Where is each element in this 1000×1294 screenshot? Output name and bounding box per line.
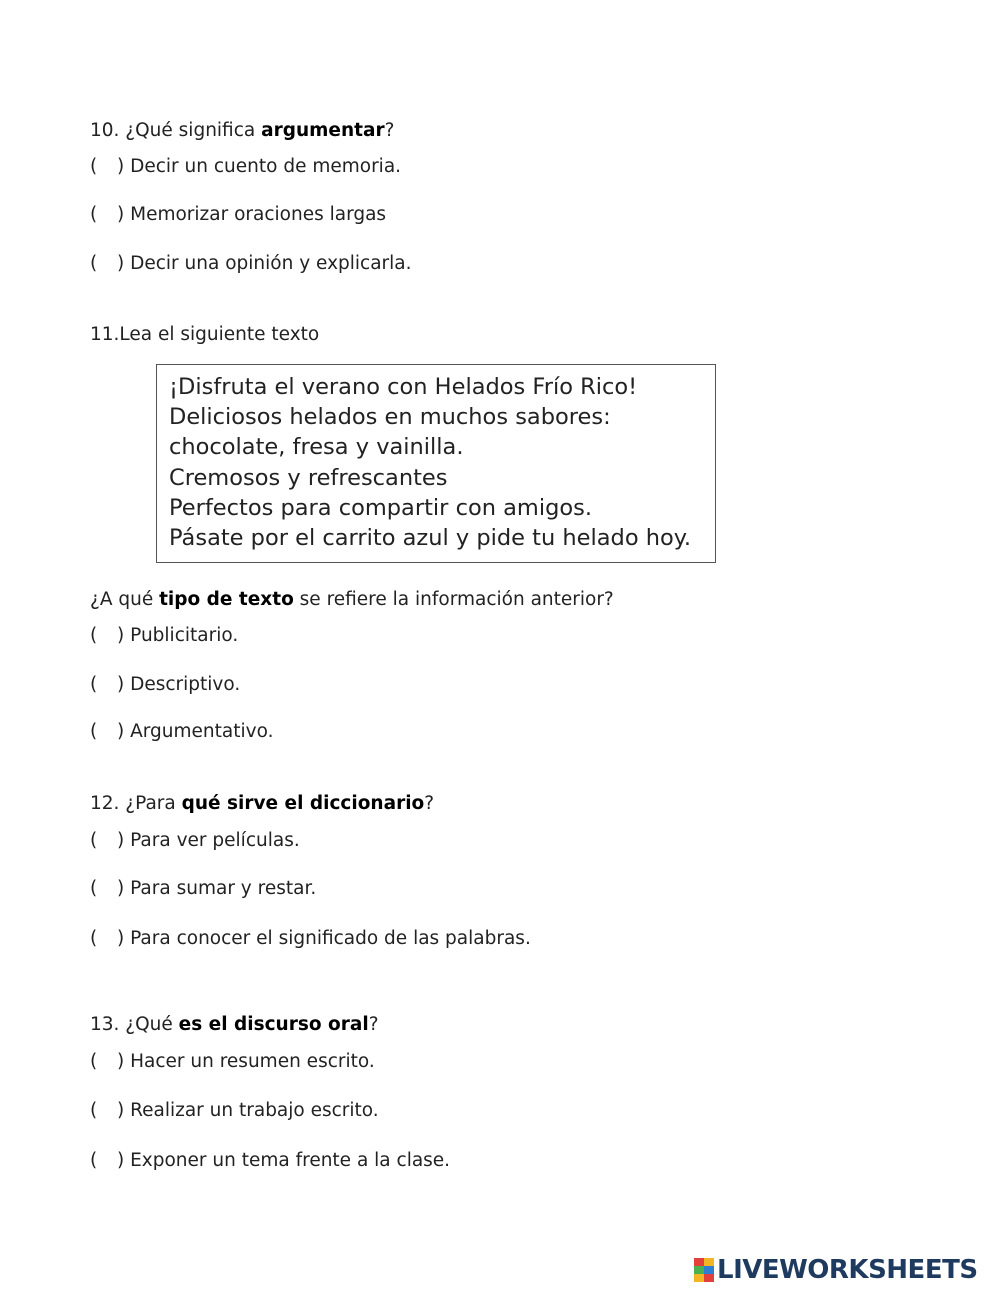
- question-12-end: ?: [424, 793, 435, 814]
- logo-block-yellow-2: [694, 1274, 704, 1282]
- option-label: Argumentativo.: [130, 721, 274, 742]
- liveworksheets-logo-text: LIVEWORKSHEETS: [717, 1255, 978, 1285]
- question-10-title: [90, 119, 394, 143]
- logo-block-green: [694, 1266, 704, 1274]
- answer-blank-close: ): [117, 253, 125, 274]
- answer-blank-open[interactable]: (: [90, 878, 98, 899]
- option-label: Publicitario.: [130, 625, 239, 646]
- question-10-end: ?: [384, 120, 395, 141]
- answer-blank-close: ): [117, 721, 125, 742]
- answer-blank-open[interactable]: (: [90, 1100, 98, 1121]
- answer-blank-open[interactable]: (: [90, 1150, 98, 1171]
- question-13-title: [90, 1013, 379, 1037]
- question-12-keyword: qué sirve el diccionario: [181, 793, 425, 814]
- question-11-end: se refiere la información anterior?: [293, 589, 614, 610]
- option-label: Memorizar oraciones largas: [130, 204, 387, 225]
- question-11-option-3[interactable]: [90, 720, 273, 744]
- question-11-option-2[interactable]: [90, 673, 240, 697]
- answer-blank-open[interactable]: (: [90, 830, 98, 851]
- question-10-option-3[interactable]: [90, 252, 412, 276]
- question-10-number: 10. ¿Qué significa: [90, 120, 262, 141]
- question-10-option-2[interactable]: [90, 203, 386, 227]
- question-11-prompt: 11.Lea el siguiente texto: [90, 324, 320, 345]
- ad-text-line: Cremosos y refrescantes: [169, 464, 448, 491]
- question-13-option-3[interactable]: [90, 1149, 450, 1173]
- answer-blank-close: ): [117, 928, 125, 949]
- option-label: Descriptivo.: [130, 674, 241, 695]
- question-13-keyword: es el discurso oral: [178, 1014, 369, 1035]
- option-label: Para conocer el significado de las palabras.: [130, 928, 531, 949]
- ad-text-line: chocolate, fresa y vainilla.: [169, 434, 464, 461]
- ad-text-box: [156, 364, 716, 563]
- question-11-keyword: tipo de texto: [159, 589, 294, 610]
- answer-blank-close: ): [117, 156, 125, 177]
- question-10-option-1[interactable]: [90, 155, 401, 179]
- answer-blank-open[interactable]: (: [90, 928, 98, 949]
- answer-blank-open[interactable]: (: [90, 156, 98, 177]
- question-11-title: [90, 588, 614, 612]
- answer-blank-close: ): [117, 878, 125, 899]
- answer-blank-close: ): [117, 1051, 125, 1072]
- answer-blank-close: ): [117, 1150, 125, 1171]
- option-label: Hacer un resumen escrito.: [130, 1051, 375, 1072]
- answer-blank-close: ): [117, 204, 125, 225]
- answer-blank-open[interactable]: (: [90, 253, 98, 274]
- question-12-number: 12. ¿Para: [90, 793, 182, 814]
- answer-blank-open[interactable]: (: [90, 1051, 98, 1072]
- answer-blank-close: ): [117, 830, 125, 851]
- ad-text-line: ¡Disfruta el verano con Helados Frío Rico!: [169, 374, 638, 400]
- option-label: Decir un cuento de memoria.: [130, 156, 402, 177]
- ad-text-line: Perfectos para compartir con amigos.: [169, 494, 592, 521]
- ad-text-line: Deliciosos helados en muchos sabores:: [169, 404, 611, 431]
- logo-block-red: [694, 1258, 704, 1266]
- option-label: Realizar un trabajo escrito.: [130, 1100, 379, 1121]
- logo-block-red-2: [704, 1274, 714, 1282]
- question-11-option-1[interactable]: [90, 624, 238, 648]
- question-13-number: 13. ¿Qué: [90, 1014, 179, 1035]
- question-13-option-1[interactable]: [90, 1050, 375, 1074]
- answer-blank-open[interactable]: (: [90, 625, 98, 646]
- question-12-title: [90, 792, 434, 816]
- question-12-option-3[interactable]: [90, 927, 531, 951]
- answer-blank-close: ): [117, 1100, 125, 1121]
- logo-block-yellow: [704, 1258, 714, 1266]
- question-12-option-2[interactable]: [90, 877, 316, 901]
- liveworksheets-logo-icon: [694, 1258, 714, 1282]
- answer-blank-open[interactable]: (: [90, 721, 98, 742]
- question-13-end: ?: [368, 1014, 379, 1035]
- question-11-start: ¿A qué: [90, 589, 160, 610]
- option-label: Para ver películas.: [130, 830, 300, 851]
- question-13-option-2[interactable]: [90, 1099, 379, 1123]
- answer-blank-close: ): [117, 674, 125, 695]
- ad-text-line: Pásate por el carrito azul y pide tu helado hoy.: [169, 525, 692, 552]
- option-label: Decir una opinión y explicarla.: [130, 253, 412, 274]
- logo-block-blue: [704, 1266, 714, 1274]
- liveworksheets-logo: [694, 1256, 978, 1284]
- question-10-keyword: argumentar: [261, 120, 385, 141]
- answer-blank-open[interactable]: (: [90, 674, 98, 695]
- answer-blank-close: ): [117, 625, 125, 646]
- answer-blank-open[interactable]: (: [90, 204, 98, 225]
- option-label: Para sumar y restar.: [130, 878, 317, 899]
- option-label: Exponer un tema frente a la clase.: [130, 1150, 451, 1171]
- question-12-option-1[interactable]: [90, 829, 300, 853]
